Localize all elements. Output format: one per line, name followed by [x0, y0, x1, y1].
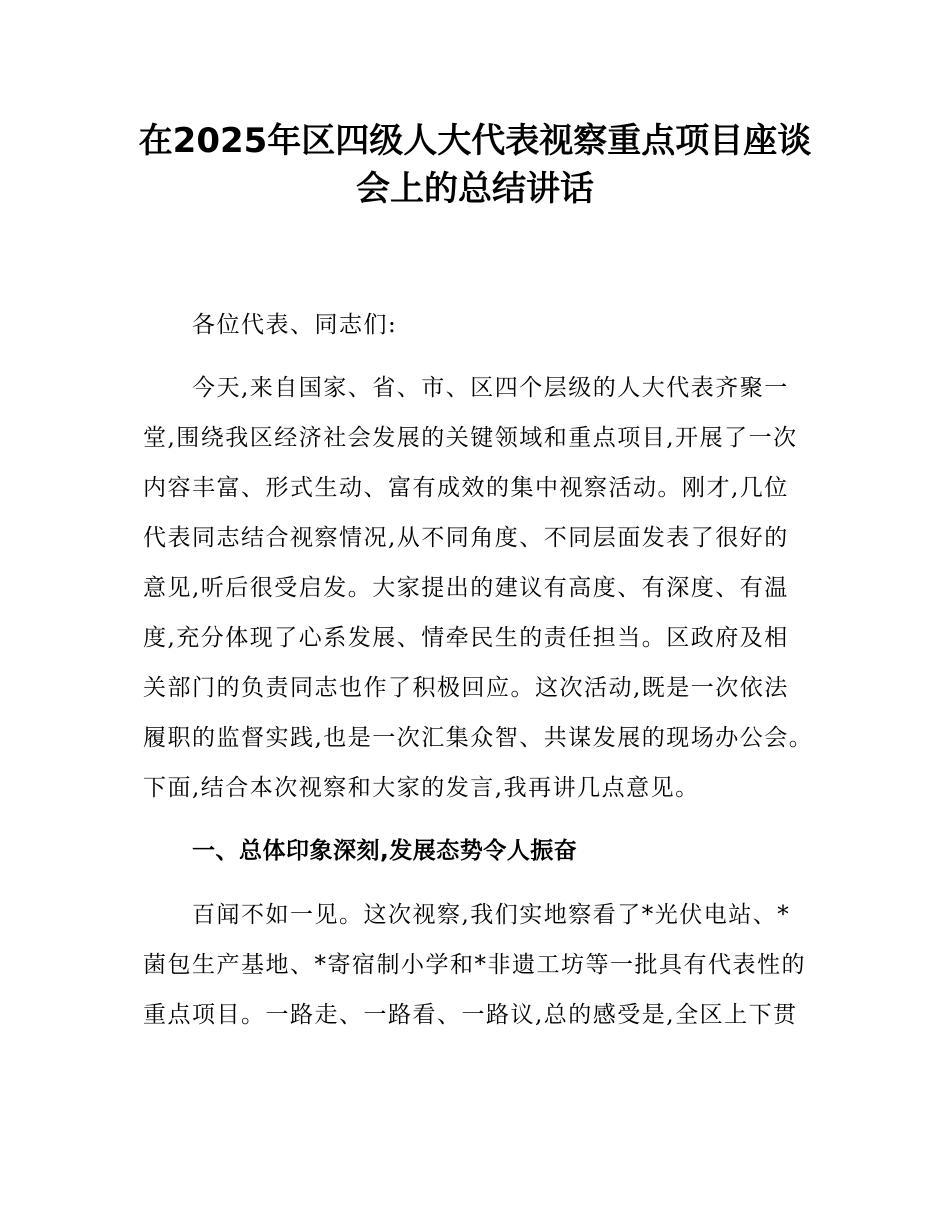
paragraph-line: 度,充分体现了心系发展、情牵民生的责任担当。区政府及相 [143, 625, 789, 651]
paragraph-line: 重点项目。一路走、一路看、一路议,总的感受是,全区上下贯 [143, 1002, 798, 1028]
paragraph-line: 履职的监督实践,也是一次汇集众智、共谋发展的现场办公会。 [143, 725, 814, 751]
section-heading: 一、总体印象深刻,发展态势令人振奋 [192, 838, 578, 864]
paragraph-line: 关部门的负责同志也作了积极回应。这次活动,既是一次依法 [143, 675, 789, 701]
paragraph-line: 内容丰富、形式生动、富有成效的集中视察活动。刚才,几位 [143, 475, 789, 501]
paragraph-line: 今天,来自国家、省、市、区四个层级的人大代表齐聚一 [192, 375, 789, 401]
paragraph-line: 代表同志结合视察情况,从不同角度、不同层面发表了很好的 [143, 525, 789, 551]
document-title-line-2: 会上的总结讲话 [356, 169, 594, 209]
paragraph-line: 意见,听后很受启发。大家提出的建议有高度、有深度、有温 [143, 575, 789, 601]
document-title-line-1: 在2025年区四级人大代表视察重点项目座谈 [138, 121, 812, 161]
paragraph-line: 下面,结合本次视察和大家的发言,我再讲几点意见。 [143, 775, 700, 801]
paragraph-line: 菌包生产基地、*寄宿制小学和*非遗工坊等一批具有代表性的 [143, 952, 806, 978]
paragraph-line: 堂,围绕我区经济社会发展的关键领域和重点项目,开展了一次 [143, 425, 798, 451]
paragraph-line: 百闻不如一见。这次视察,我们实地察看了*光伏电站、* [192, 902, 791, 928]
salutation: 各位代表、同志们: [192, 312, 398, 338]
